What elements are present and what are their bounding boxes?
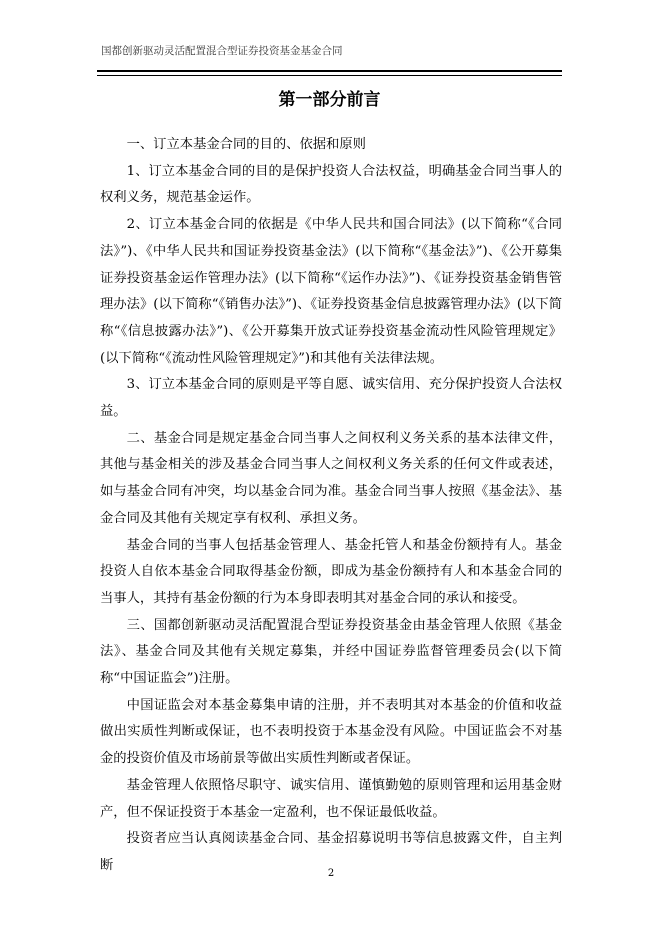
paragraph: 基金合同的当事人包括基金管理人、基金托管人和基金份额持有人。基金投资人自依本基金合同取得基金份额，即成为基金份额持有人和本基金合同的当事人，其持有基金份额的行为本身即表明其对基金合同的承认和接受。 [100, 537, 562, 606]
paragraph: 3、订立本基金合同的原则是平等自愿、诚实信用、充分保护投资人合法权益。 [100, 377, 562, 420]
paragraph: 二、基金合同是规定基金合同当事人之间权利义务关系的基本法律文件，其他与基金相关的涉及基金合同当事人之间权利义务关系的任何文件或表述，如与基金合同有冲突，均以基金合同为准。基金合同当事人按照《基金法》、基金合同及其他有关规定享有权利、承担义务。 [100, 430, 562, 526]
page-number: 2 [327, 868, 335, 879]
paragraph-heading-1: 一、订立本基金合同的目的、依据和原则 [126, 137, 366, 152]
paragraph: 2、订立本基金合同的依据是《中华人民共和国合同法》(以下简称“《合同法》”)、《中华人民共和国证券投资基金法》(以下简称“《基金法》”)、《公开募集证券投资基金运作管理办法》(以下简称“《运作办法》”)、《证券投资基金销售管理办法》(以下简称“《销售办法》”)、《证券投资基金信息披露管理办法》(以下简称“《信息披露办法》”)、《公开募集开放式证券投资基金流动性风险管理规定》(以下简称“《流动性风险管理规定》”)和其他有关法律法规。 [100, 217, 562, 366]
section-title: 第一部分前言 [278, 90, 381, 110]
document-body [100, 132, 562, 880]
paragraph: 基金管理人依照恪尽职守、诚实信用、谨慎勤勉的原则管理和运用基金财产，但不保证投资于本基金一定盈利，也不保证最低收益。 [100, 777, 562, 820]
paragraph: 三、国都创新驱动灵活配置混合型证券投资基金由基金管理人依照《基金法》、基金合同及其他有关规定募集，并经中国证券监督管理委员会(以下简称“中国证监会”)注册。 [100, 617, 562, 687]
paragraph: 1、订立本基金合同的目的是保护投资人合法权益，明确基金合同当事人的权利义务，规范基金运作。 [100, 163, 562, 206]
paragraph: 中国证监会对本基金募集申请的注册，并不表明其对本基金的价值和收益做出实质性判断或保证，也不表明投资于本基金没有风险。中国证监会不对基金的投资价值及市场前景等做出实质性判断或者保证。 [100, 697, 562, 767]
header-rule-thin [97, 75, 562, 76]
paragraph: 投资者应当认真阅读基金合同、基金招募说明书等信息披露文件，自主判断 [100, 831, 562, 873]
header-rule-thick [97, 70, 562, 72]
page-header: 国都创新驱动灵活配置混合型证券投资基金基金合同 [101, 45, 343, 57]
